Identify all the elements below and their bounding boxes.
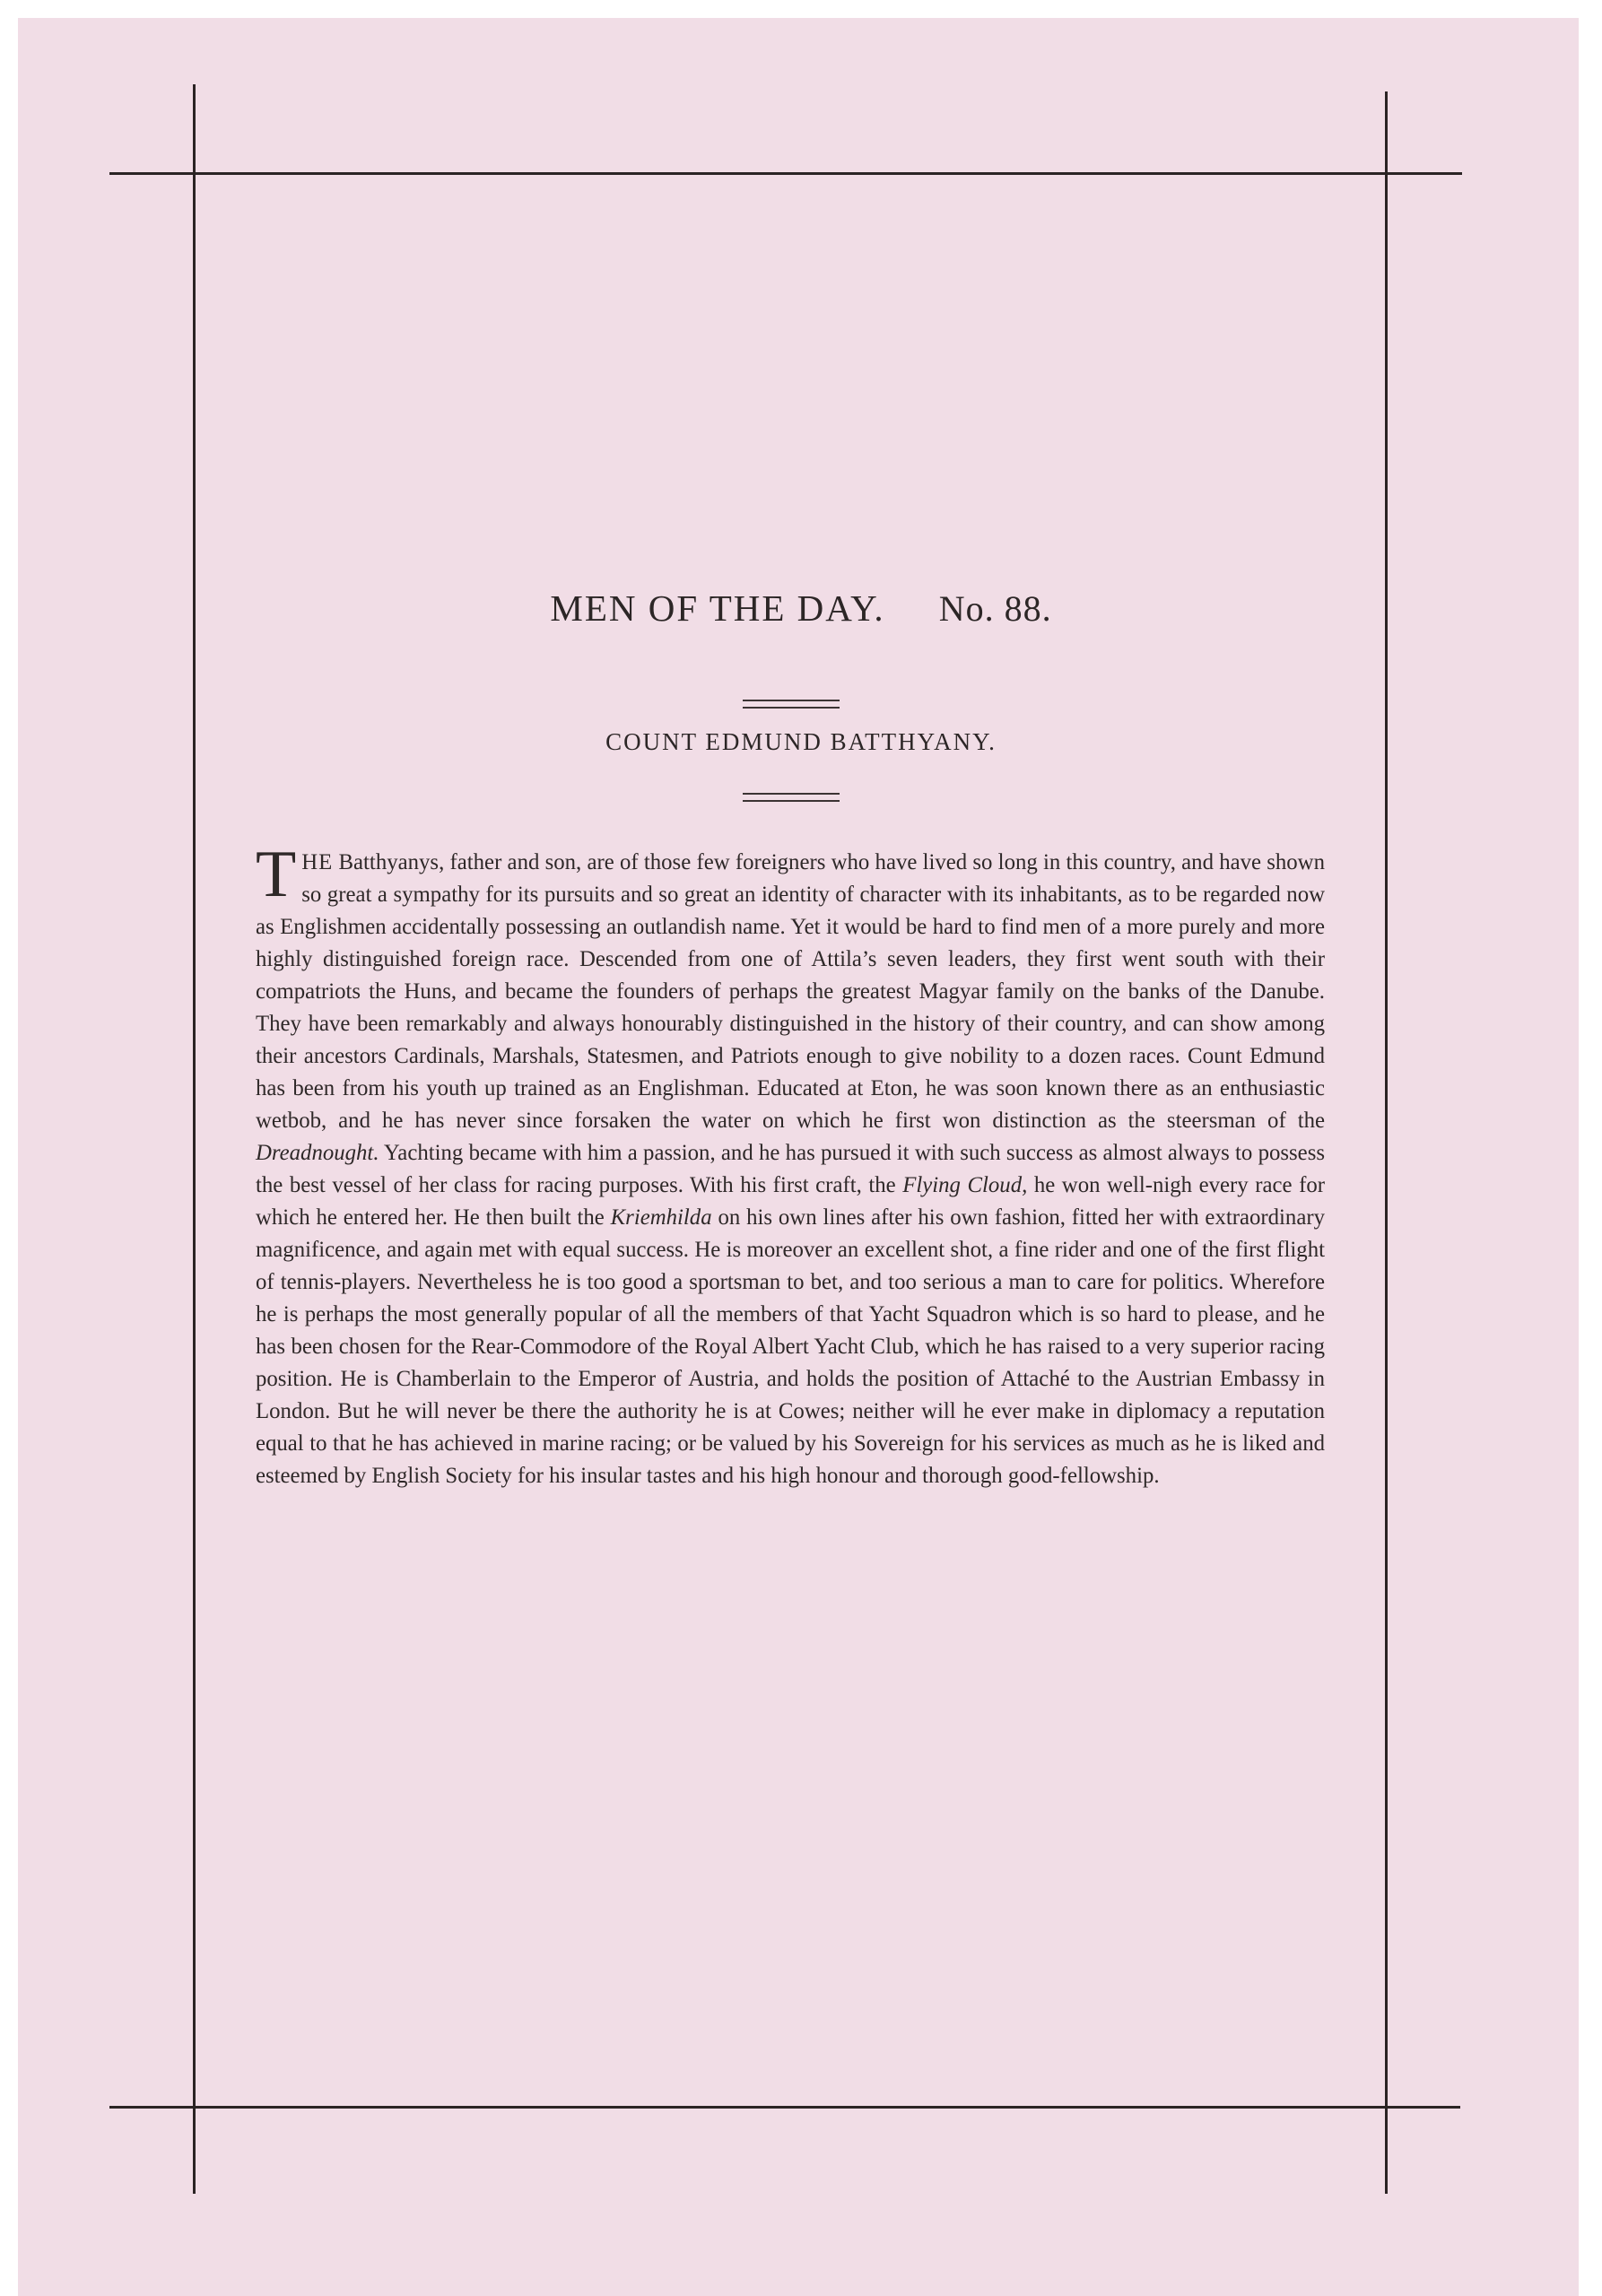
vessel-name-flying-cloud: Flying Cloud, bbox=[902, 1173, 1028, 1197]
body-segment-3: he won well-nigh every race for which he entered her. He then built the bbox=[256, 1173, 1325, 1230]
divider-lower bbox=[743, 793, 840, 802]
masthead bbox=[224, 587, 1378, 640]
frame-bottom-rule bbox=[109, 2106, 1460, 2109]
article-body bbox=[256, 838, 1325, 1492]
masthead-title: MEN OF THE DAY. bbox=[550, 587, 885, 629]
drop-cap: T bbox=[256, 838, 297, 911]
frame-right-rule bbox=[1385, 91, 1388, 2194]
lead-in: HE bbox=[301, 850, 334, 874]
vessel-name-kriemhilda: Kriemhilda bbox=[610, 1205, 712, 1230]
frame-top-rule bbox=[109, 172, 1462, 175]
article-subject: COUNT EDMUND BATTHYANY. bbox=[605, 728, 997, 755]
frame-left-rule bbox=[193, 84, 196, 2194]
divider-upper bbox=[743, 700, 840, 709]
vessel-name-dreadnought: Dreadnought. bbox=[256, 1141, 379, 1165]
body-segment-2: Yachting became with him a passion, and he has pursued it with such success as almost always to possess the best vessel of her class for racing purposes. With his first craft, the bbox=[256, 1141, 1325, 1197]
issue-number: No. 88. bbox=[938, 588, 1052, 629]
body-segment-4: on his own lines after his own fashion, fitted her with extraordinary magnificence, and again met with equal success. He is moreover an excellent shot, a fine rider and one of the first flight of tennis-players. Nevertheless he is too good a sportsman to bet, and too serious a man to care for politics. Wherefore he is perhaps the most generally popular of all the members of that Yacht Squadron which is so hard to please, and he has been chosen for the Rear-Commodore of the Royal Albert Yacht Club, which he has raised to a very superior racing position. He is Chamberlain to the Emperor of Austria, and holds the position of Attaché to the Austrian Embassy in London. But he will never be there the authority he is at Cowes; neither will he ever make in diplomacy a reputation equal to that he has achieved in marine racing; or be valued by his Sovereign for his services as much as he is liked and esteemed by English Society for his insular tastes and his high honour and thorough good-fellowship. bbox=[256, 1205, 1325, 1488]
article-paragraph bbox=[256, 838, 1325, 1492]
body-segment-1: Batthyanys, father and son, are of those few foreigners who have lived so long in this country, and have shown so great a sympathy for its pursuits and so great an identity of character with its inhabitants, as to be regarded now as Englishmen accidentally possessing an outlandish name. Yet it would be hard to find men of a more purely and more highly distinguished foreign race. Descended from one of Attila’s seven leaders, they first went south with their compatriots the Huns, and became the founders of perhaps the greatest Magyar family on the banks of the Danube. They have been remarkably and always honourably distinguished in the history of their country, and can show among their ancestors Cardinals, Marshals, Statesmen, and Patriots enough to give nobility to a dozen races. Count Edmund has been from his youth up trained as an Englishman. Educated at Eton, he was soon known there as an enthusiastic wetbob, and he has never since forsaken the water on which he first won distinction as the steersman of the bbox=[256, 850, 1325, 1133]
